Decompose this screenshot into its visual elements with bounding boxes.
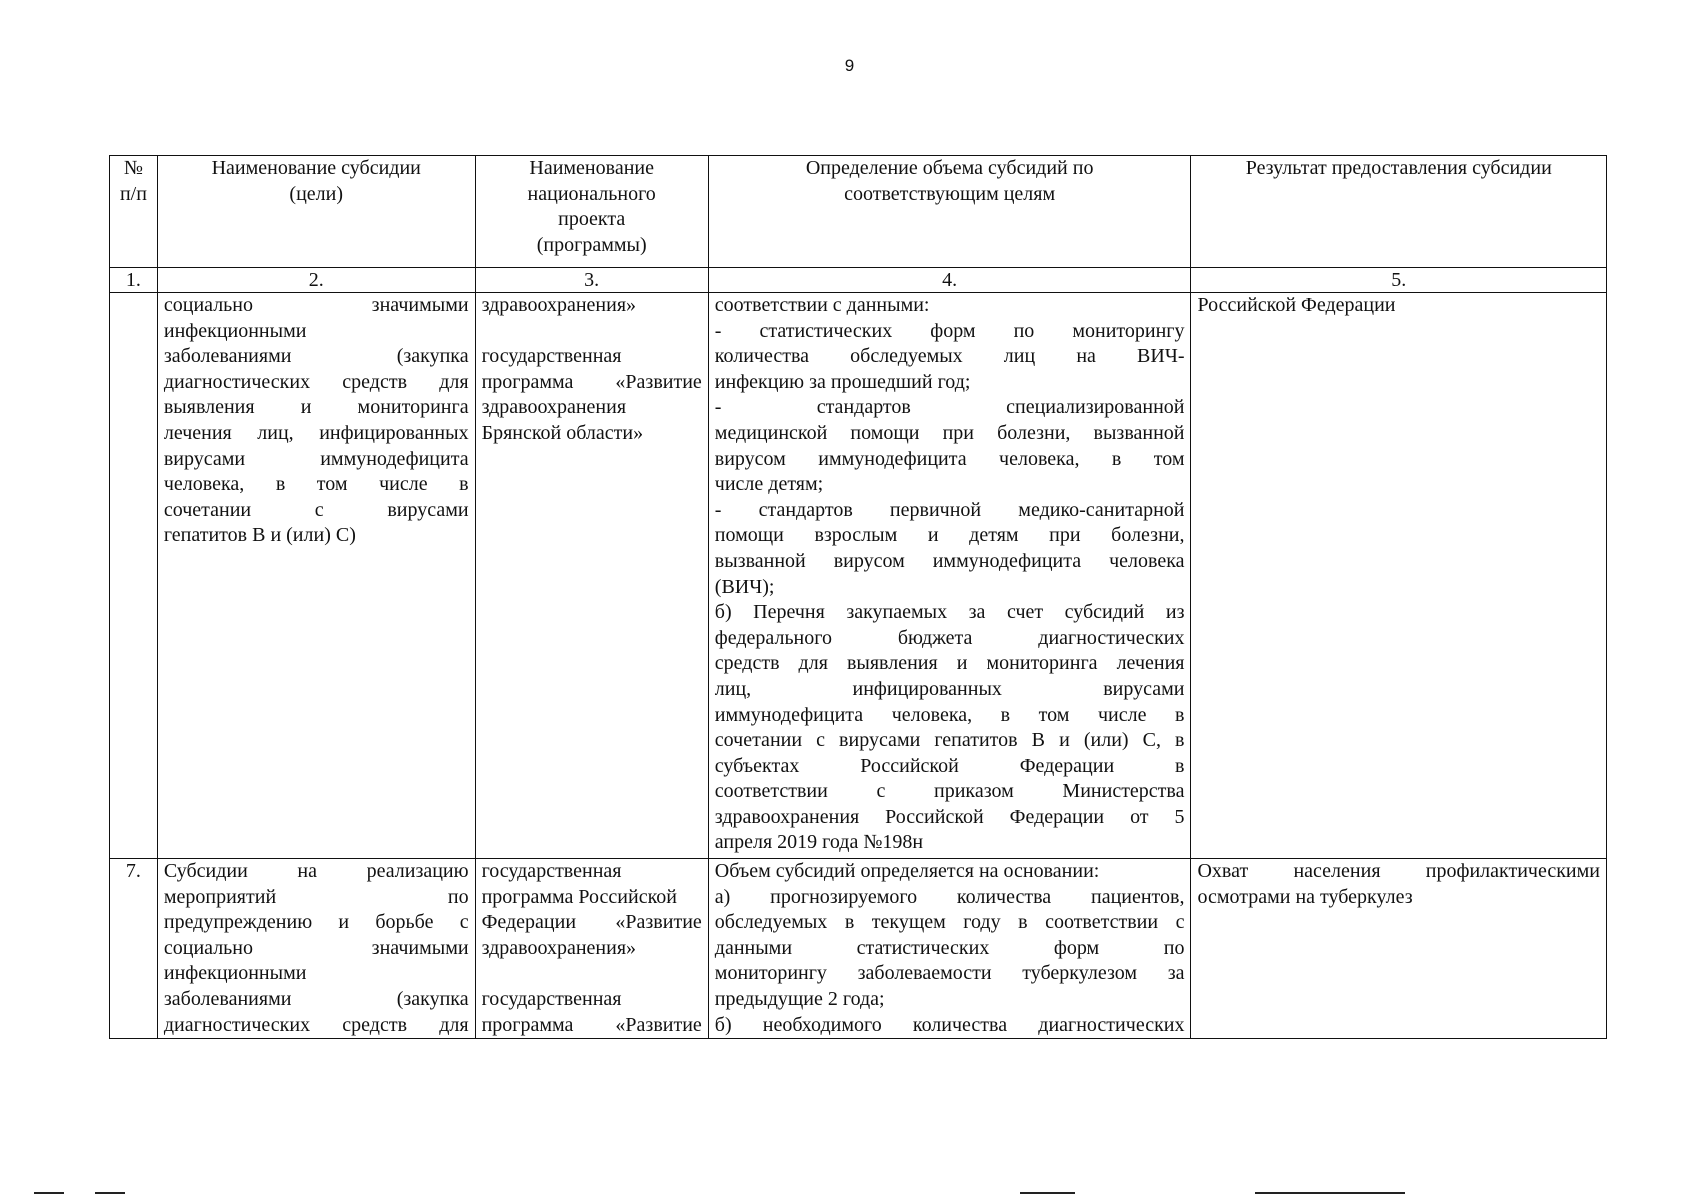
text-line: Объем субсидий определяется на основании: [714,860,1100,882]
volume-definition-cell [708,859,1191,1039]
scan-mark [1255,1192,1405,1194]
row-number [110,293,158,859]
text-line: лечения лиц, инфицированных [163,421,469,444]
scan-mark [1020,1192,1075,1194]
text-line: Российской Федерации [1197,294,1396,316]
text-line: Брянской области» [481,421,644,444]
column-number: 1. [110,268,158,293]
text-line: человека, в том числе в [163,473,469,496]
text-line: сочетании с вирусами [163,498,469,521]
text-line: медицинской помощи при болезни, вызванной [714,421,1185,444]
text-line: - стандартов специализированной [714,396,1185,419]
column-number: 5. [1191,268,1607,293]
header-result [1191,156,1607,268]
text-line: здравоохранения» [481,936,637,959]
text-line: заболеваниями (закупка [163,345,469,368]
text-line: вирусом иммунодефицита человека, в том [714,447,1185,470]
national-project-cell [475,293,708,859]
text-line: инфекционными [163,962,307,985]
text-line: иммунодефицита человека, в том числе в [714,703,1185,726]
text-line: обследуемых в текущем году в соответствии с [714,911,1185,934]
text-line: гепатитов В и (или) С) [163,524,356,547]
text-line: данными статистических форм по [714,936,1185,959]
text-line: федерального бюджета диагностических [714,626,1185,649]
header-subsidy-name [157,156,475,268]
national-project-cell [475,859,708,1039]
page-number: 9 [844,56,855,75]
header-national-project [475,156,708,268]
text-line: субъектах Российской Федерации в [714,754,1185,777]
text-line: соответствии с данными: [714,294,930,316]
text-line: мониторингу заболеваемости туберкулезом за [714,962,1185,985]
text-line: - статистических форм по мониторингу [714,319,1185,342]
text-line: заболеваниями (закупка [163,987,469,1010]
result-cell [1191,293,1607,859]
spacer [482,961,702,987]
header-line: Наименование субсидии [211,157,421,179]
column-number: 2. [157,268,475,293]
header-line: национального [527,182,656,205]
text-line: осмотрами на туберкулез [1197,885,1413,908]
text-line: (ВИЧ); [714,575,775,598]
text-line: программа «Развитие [481,370,702,393]
text-line: социально значимыми [163,936,469,959]
text-line: мероприятий по [163,885,469,908]
spacer [482,319,702,345]
text-line: предыдущие 2 года; [714,987,885,1010]
header-line: проекта [558,208,626,231]
text-line: инфекцию за прошедший год; [714,370,971,393]
header-line: п/п [119,182,147,205]
text-line: диагностических средств для [163,1013,469,1036]
text-line: предупреждению и борьбе с [163,911,469,934]
subsidy-name-cell [157,859,475,1039]
scan-mark [95,1192,125,1194]
text-line: а) прогнозируемого количества пациентов, [714,885,1185,908]
subsidy-name-cell [157,293,475,859]
text-line: соответствии с приказом Министерства [714,780,1185,803]
header-line: № [123,157,143,179]
text-line: здравоохранения [481,396,627,419]
table-header-row [110,156,1607,268]
header-line: Наименование [529,157,654,179]
subsidy-table [109,155,1607,1039]
header-line: соответствующим целям [844,182,1056,205]
text-line: числе детям; [714,473,824,496]
text-line: здравоохранения» [481,294,637,316]
header-line: (цели) [289,182,344,205]
text-line: вызванной вирусом иммунодефицита человека [714,549,1185,572]
text-line: - стандартов первичной медико-санитарной [714,498,1185,521]
header-line: (программы) [536,233,647,256]
scan-mark [34,1192,64,1194]
text-line: инфекционными [163,319,307,342]
text-line: государственная [481,987,622,1010]
scan-artifacts [0,1180,1699,1200]
text-line: помощи взрослым и детям при болезни, [714,524,1185,547]
text-line: лиц, инфицированных вирусами [714,677,1185,700]
column-number-row [110,268,1607,293]
column-number: 3. [475,268,708,293]
text-line: диагностических средств для [163,370,469,393]
table-row [110,293,1607,859]
text-line: апреля 2019 года №198н [714,831,924,854]
text-line: количества обследуемых лиц на ВИЧ- [714,345,1185,368]
text-line: вирусами иммунодефицита [163,447,469,470]
header-line: Результат предоставления субсидии [1245,157,1552,179]
text-line: здравоохранения Российской Федерации от 5 [714,805,1185,828]
text-line: программа «Развитие [481,1013,702,1036]
text-line: сочетании с вирусами гепатитов В и (или) С, в [714,729,1185,752]
text-line: Федерации «Развитие [481,911,702,934]
text-line: выявления и мониторинга [163,396,469,419]
result-cell [1191,859,1607,1039]
text-line: б) необходимого количества диагностических [714,1013,1185,1036]
text-line: Субсидии на реализацию [163,860,469,882]
text-line: социально значимыми [163,294,469,316]
table-row [110,859,1607,1039]
header-volume-definition [708,156,1191,268]
text-line: средств для выявления и мониторинга лечения [714,652,1185,675]
text-line: б) Перечня закупаемых за счет субсидий из [714,601,1185,624]
volume-definition-cell [708,293,1191,859]
column-number: 4. [708,268,1191,293]
text-line: государственная [481,860,622,882]
header-number [110,156,158,268]
text-line: государственная [481,345,622,368]
text-line: программа Российской [481,885,677,908]
text-line: Охват населения профилактическими [1197,860,1600,882]
row-number: 7. [110,859,158,1039]
header-line: Определение объема субсидий по [805,157,1094,179]
